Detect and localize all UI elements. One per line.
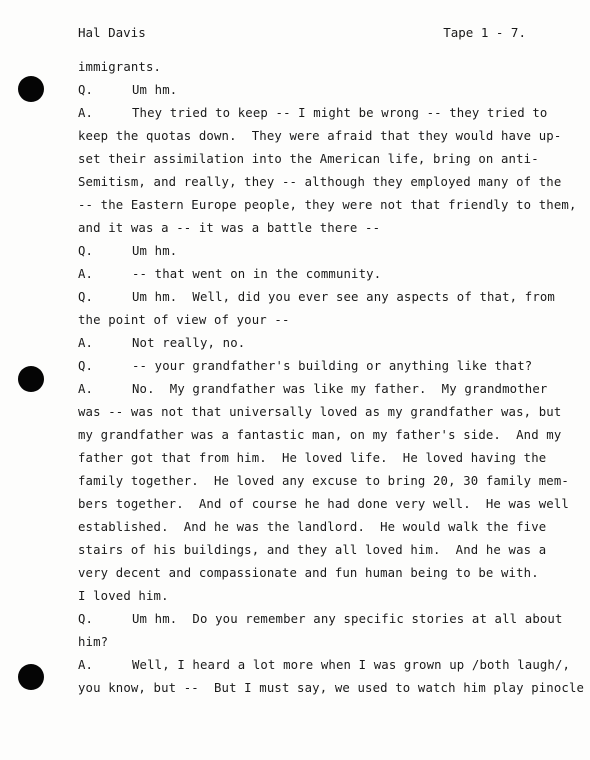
speaker-label: A. <box>78 658 94 672</box>
line-text: you know, but -- But I must say, we used to watch him play pinocle <box>78 681 585 695</box>
transcript-line <box>78 105 547 121</box>
transcript-line <box>78 59 161 75</box>
transcript-line <box>78 289 555 305</box>
transcript-line <box>78 427 561 443</box>
line-text: -- that went on in the community. <box>132 267 382 281</box>
transcript-line <box>78 519 546 535</box>
line-text: I loved him. <box>78 589 169 603</box>
line-text: stairs of his buildings, and they all loved him. And he was a <box>78 543 547 557</box>
punch-hole <box>18 366 44 392</box>
transcript-line <box>78 404 561 420</box>
line-text: No. My grandfather was like my father. My grandmother <box>132 382 548 396</box>
speaker-label: Q. <box>78 290 94 304</box>
transcript-line <box>78 174 561 190</box>
transcript-line <box>78 197 577 213</box>
transcript-line <box>78 611 563 627</box>
line-text: They tried to keep -- I might be wrong -- they tried to <box>132 106 548 120</box>
punch-hole <box>18 664 44 690</box>
line-text: the point of view of your -- <box>78 313 290 327</box>
line-text: him? <box>78 635 109 649</box>
transcript-line <box>78 381 547 397</box>
transcript-line <box>78 220 380 236</box>
transcript-line <box>78 82 177 98</box>
speaker-label: Q. <box>78 612 94 626</box>
line-text: bers together. And of course he had done very well. He was well <box>78 497 569 511</box>
transcript-line <box>78 335 245 351</box>
interviewee-name: Hal Davis <box>78 25 146 40</box>
line-text: father got that from him. He loved life. He loved having the <box>78 451 547 465</box>
transcript-line <box>78 634 108 650</box>
speaker-label: A. <box>78 106 94 120</box>
transcript-line <box>78 657 570 673</box>
speaker-label: Q. <box>78 83 94 97</box>
line-text: established. And he was the landlord. He would walk the five <box>78 520 547 534</box>
line-text: set their assimilation into the American life, bring on anti- <box>78 152 539 166</box>
transcript-line <box>78 680 584 696</box>
transcript-line <box>78 128 561 144</box>
line-text: Semitism, and really, they -- although they employed many of the <box>78 175 562 189</box>
transcript-line <box>78 473 569 489</box>
transcript-line <box>78 266 381 282</box>
page-header <box>78 24 526 42</box>
line-text: was -- was not that universally loved as my grandfather was, but <box>78 405 562 419</box>
speaker-label: A. <box>78 382 94 396</box>
transcript-line <box>78 312 290 328</box>
line-text: -- the Eastern Europe people, they were not that friendly to them, <box>78 198 577 212</box>
line-text: Not really, no. <box>132 336 246 350</box>
transcript-line <box>78 151 539 167</box>
line-text: keep the quotas down. They were afraid that they would have up- <box>78 129 562 143</box>
line-text: -- your grandfather's building or anything like that? <box>132 359 533 373</box>
line-text: Um hm. <box>132 83 178 97</box>
speaker-label: A. <box>78 336 94 350</box>
speaker-label: Q. <box>78 244 94 258</box>
speaker-label: Q. <box>78 359 94 373</box>
speaker-label: A. <box>78 267 94 281</box>
tape-page-number: Tape 1 - 7. <box>443 25 526 40</box>
line-text: Um hm. Do you remember any specific stories at all about <box>132 612 563 626</box>
line-text: immigrants. <box>78 60 162 74</box>
line-text: and it was a -- it was a battle there -- <box>78 221 381 235</box>
transcript-line <box>78 358 532 374</box>
line-text: my grandfather was a fantastic man, on my father's side. And my <box>78 428 562 442</box>
transcript-line <box>78 565 539 581</box>
line-text: Well, I heard a lot more when I was grown up /both laugh/, <box>132 658 571 672</box>
transcript-line <box>78 542 546 558</box>
punch-hole <box>18 76 44 102</box>
transcript-line <box>78 588 169 604</box>
line-text: Um hm. Well, did you ever see any aspects of that, from <box>132 290 555 304</box>
transcript-line <box>78 243 177 259</box>
line-text: Um hm. <box>132 244 178 258</box>
line-text: very decent and compassionate and fun human being to be with. <box>78 566 539 580</box>
line-text: family together. He loved any excuse to bring 20, 30 family mem- <box>78 474 569 488</box>
transcript-line <box>78 450 546 466</box>
transcript-line <box>78 496 569 512</box>
